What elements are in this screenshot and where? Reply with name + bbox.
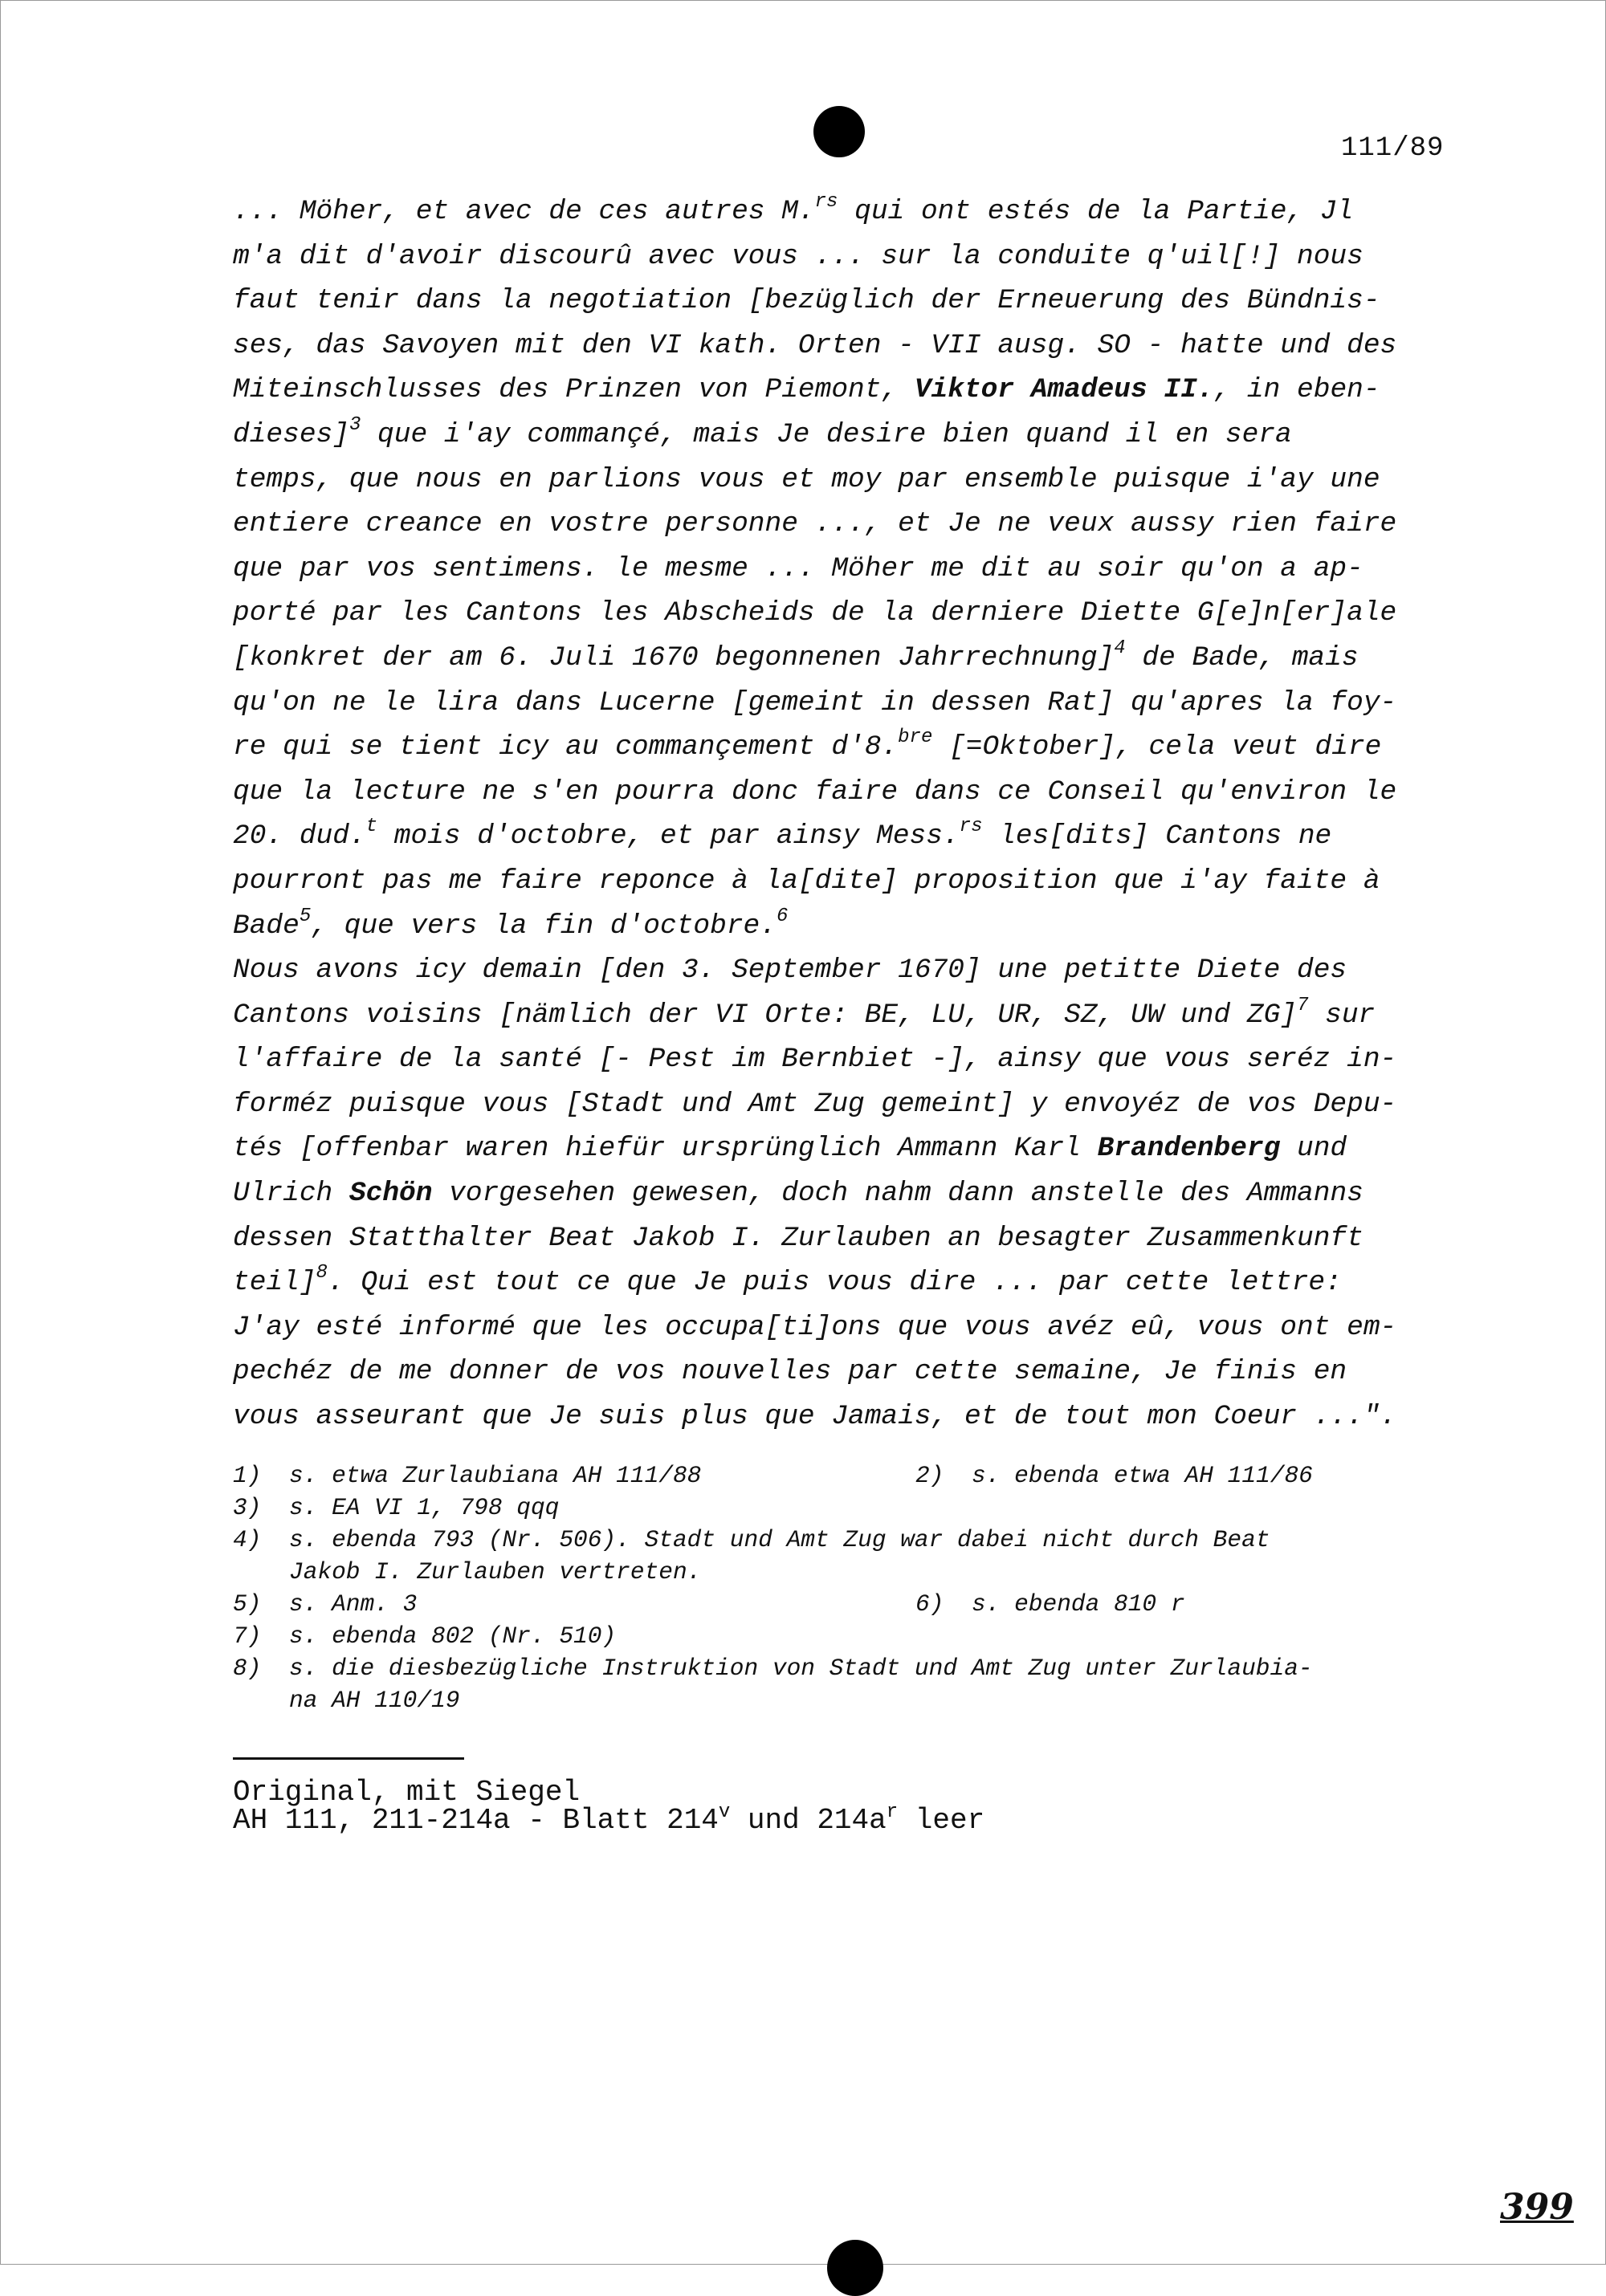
source-note bbox=[233, 1776, 985, 1837]
punch-hole-bottom bbox=[827, 2240, 883, 2296]
footnote-text: s. ebenda 810 r bbox=[972, 1590, 1185, 1618]
text-line: pourront pas me faire reponce à la[dite] proposition que i'ay faite à bbox=[233, 865, 1380, 897]
footnote-text: s. ebenda 793 (Nr. 506). Stadt und Amt Zug war dabei nicht durch Beat bbox=[289, 1526, 1270, 1553]
footnote-row bbox=[233, 1652, 1469, 1684]
footnote-row bbox=[233, 1524, 1469, 1556]
text-line: entiere creance en vostre personne ..., et Je ne veux aussy rien faire bbox=[233, 508, 1397, 540]
folio-number: 399 bbox=[1500, 2187, 1574, 2228]
footnote-row bbox=[233, 1620, 1469, 1652]
footnotes bbox=[233, 1459, 1469, 1716]
footnote-text: s. Anm. 3 bbox=[289, 1590, 418, 1618]
text-line: ses, das Savoyen mit den VI kath. Orten - VII ausg. SO - hatte und des bbox=[233, 329, 1397, 361]
text-line: ... Möher, et avec de ces autres M.$^{rs}$ qui ont estés de la Partie, Jl bbox=[233, 191, 1354, 227]
footnote-row bbox=[233, 1588, 1469, 1620]
text-line: [konkret der am 6. Juli 1670 begonnenen Jahrrechnung]$^4$ de Bade, mais bbox=[233, 637, 1359, 674]
text-line: pechéz de me donner de vos nouvelles par cette semaine, Je finis en bbox=[233, 1356, 1347, 1388]
footnote-continuation: Jakob I. Zurlauben vertreten. bbox=[289, 1558, 702, 1586]
footnote-text: s. ebenda 802 (Nr. 510) bbox=[289, 1622, 617, 1650]
footnote-row bbox=[233, 1492, 1469, 1524]
text-line: l'affaire de la santé [- Pest im Bernbiet -], ainsy que vous seréz in- bbox=[233, 1044, 1397, 1076]
footnote-number: 8) bbox=[233, 1655, 262, 1682]
footnote-text: s. etwa Zurlaubiana AH 111/88 bbox=[289, 1462, 702, 1489]
punch-hole-top bbox=[813, 106, 865, 157]
text-line: dessen Statthalter Beat Jakob I. Zurlauben an besagter Zusammenkunft bbox=[233, 1222, 1363, 1254]
text-line: temps, que nous en parlions vous et moy par ensemble puisque i'ay une bbox=[233, 463, 1380, 495]
text-line: vous asseurant que Je suis plus que Jamais, et de tout mon Coeur ...". bbox=[233, 1401, 1397, 1433]
source-line: Original, mit Siegel bbox=[233, 1776, 581, 1809]
footnote-number: 7) bbox=[233, 1622, 262, 1650]
text-line: teil]$^8$. Qui est tout ce que Je puis vous dire ... par cette lettre: bbox=[233, 1262, 1342, 1299]
footnote-continuation: na AH 110/19 bbox=[289, 1687, 460, 1714]
footnote-number: 1) bbox=[233, 1462, 262, 1489]
text-line: tés [offenbar waren hiefür ursprünglich Ammann Karl Brandenberg und bbox=[233, 1133, 1347, 1165]
text-line: Nous avons icy demain [den 3. September 1670] une petitte Diete des bbox=[233, 955, 1347, 987]
source-line: AH 111, 211-214a - Blatt 214$^v$ und $214a^r$ leer bbox=[233, 1801, 985, 1837]
footnote-text: s. ebenda etwa AH 111/86 bbox=[972, 1462, 1313, 1489]
footnote-text: s. EA VI 1, 798 qqq bbox=[289, 1494, 560, 1521]
text-line: m'a dit d'avoir discourû avec vous ... sur la conduite q'uil[!] nous bbox=[233, 240, 1363, 272]
text-line: que la lecture ne s'en pourra donc faire dans ce Conseil qu'environ le bbox=[233, 776, 1397, 808]
text-line: Bade$^5$, que vers la fin d'octobre.$^6$ bbox=[233, 905, 789, 942]
letter-body bbox=[233, 189, 1469, 1439]
text-line: forméz puisque vous [Stadt und Amt Zug gemeint] y envoyéz de vos Depu- bbox=[233, 1088, 1397, 1120]
text-line: dieses]$^3$ que i'ay commançé, mais Je desire bien quand il en sera bbox=[233, 413, 1292, 450]
footnote-number: 4) bbox=[233, 1526, 262, 1553]
divider bbox=[233, 1757, 464, 1760]
text-line: qu'on ne le lira dans Lucerne [gemeint in dessen Rat] qu'apres la foy- bbox=[233, 686, 1397, 719]
text-line: porté par les Cantons les Abscheids de la derniere Diette G[e]n[er]ale bbox=[233, 597, 1397, 629]
text-line: 20. dud.$^t$ mois d'octobre, et par ainsy Mess.$^{rs}$ les[dits] Cantons ne bbox=[233, 816, 1332, 853]
text-line: Miteinschlusses des Prinzen von Piemont, Viktor Amadeus II., in eben- bbox=[233, 374, 1380, 406]
footnote-number: 6) bbox=[915, 1590, 944, 1618]
text-line: que par vos sentimens. le mesme ... Möher me dit au soir qu'on a ap- bbox=[233, 552, 1363, 584]
text-line: faut tenir dans la negotiation [bezüglich der Erneuerung des Bündnis- bbox=[233, 285, 1380, 317]
footnote-number: 3) bbox=[233, 1494, 262, 1521]
text-line: Cantons voisins [nämlich der VI Orte: BE, LU, UR, SZ, UW und ZG]$^7$ sur bbox=[233, 994, 1376, 1031]
text-line: J'ay esté informé que les occupa[ti]ons que vous avéz eû, vous ont em- bbox=[233, 1311, 1397, 1343]
footnote-text: s. die diesbezügliche Instruktion von Stadt und Amt Zug unter Zurlaubia- bbox=[289, 1655, 1313, 1682]
footnote-row bbox=[233, 1459, 1469, 1492]
text-line: Ulrich Schön vorgesehen gewesen, doch nahm dann anstelle des Ammanns bbox=[233, 1178, 1363, 1210]
footnote-number: 2) bbox=[915, 1462, 944, 1489]
text-line: re qui se tient icy au commançement d'8.$^{bre}$ [=Oktober], cela veut dire bbox=[233, 727, 1382, 763]
footnote-number: 5) bbox=[233, 1590, 262, 1618]
page-reference: 111/89 bbox=[1341, 133, 1445, 164]
